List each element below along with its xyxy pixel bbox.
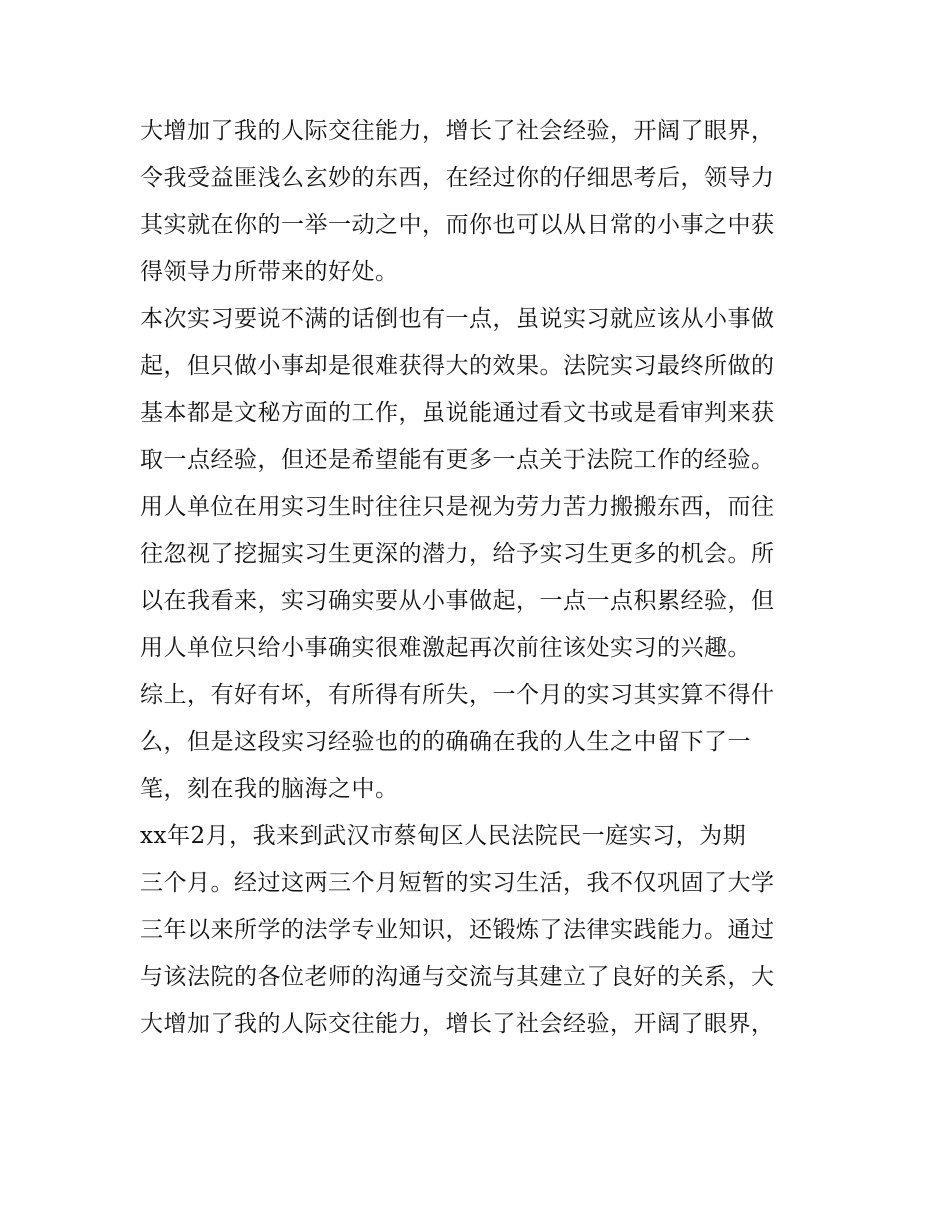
text-line: 么，但是这段实习经验也的的确确在我的人生之中留下了一 <box>140 729 751 755</box>
text-line: 本次实习要说不满的话倒也有一点，虽说实习就应该从小事做 <box>140 306 775 332</box>
text-line: 笔，刻在我的脑海之中。 <box>140 776 399 802</box>
text-line: 用人单位只给小事确实很难激起再次前往该处实习的兴趣。 <box>140 635 751 661</box>
text-line: 大增加了我的人际交往能力，增长了社会经验，开阔了眼界， <box>140 118 775 144</box>
text-line: 取一点经验，但还是希望能有更多一点关于法院工作的经验。 <box>140 447 775 473</box>
text-line: 三个月。经过这两三个月短暂的实习生活，我不仅巩固了大学 <box>140 870 775 896</box>
text-line: 三年以来所学的法学专业知识，还锻炼了法律实践能力。通过 <box>140 917 775 943</box>
text-line: 基本都是文秘方面的工作，虽说能通过看文书或是看审判来获 <box>140 400 775 426</box>
text-line: 令我受益匪浅么玄妙的东西，在经过你的仔细思考后，领导力 <box>140 165 775 191</box>
text-line: 其实就在你的一举一动之中，而你也可以从日常的小事之中获 <box>140 212 775 238</box>
body-text <box>140 108 820 1048</box>
text-line: 大增加了我的人际交往能力，增长了社会经验，开阔了眼界， <box>140 1011 775 1037</box>
text-line: xx年2月，我来到武汉市蔡甸区人民法院民一庭实习，为期 <box>140 823 747 849</box>
text-line: 往忽视了挖掘实习生更深的潜力，给予实习生更多的机会。所 <box>140 541 775 567</box>
text-line: 与该法院的各位老师的沟通与交流与其建立了良好的关系，大 <box>140 964 775 990</box>
text-line: 得领导力所带来的好处。 <box>140 259 399 285</box>
text-line: 用人单位在用实习生时往往只是视为劳力苦力搬搬东西，而往 <box>140 494 775 520</box>
text-line: 以在我看来，实习确实要从小事做起，一点一点积累经验，但 <box>140 588 775 614</box>
text-line: 综上，有好有坏，有所得有所失，一个月的实习其实算不得什 <box>140 682 775 708</box>
text-line: 起，但只做小事却是很难获得大的效果。法院实习最终所做的 <box>140 353 775 379</box>
